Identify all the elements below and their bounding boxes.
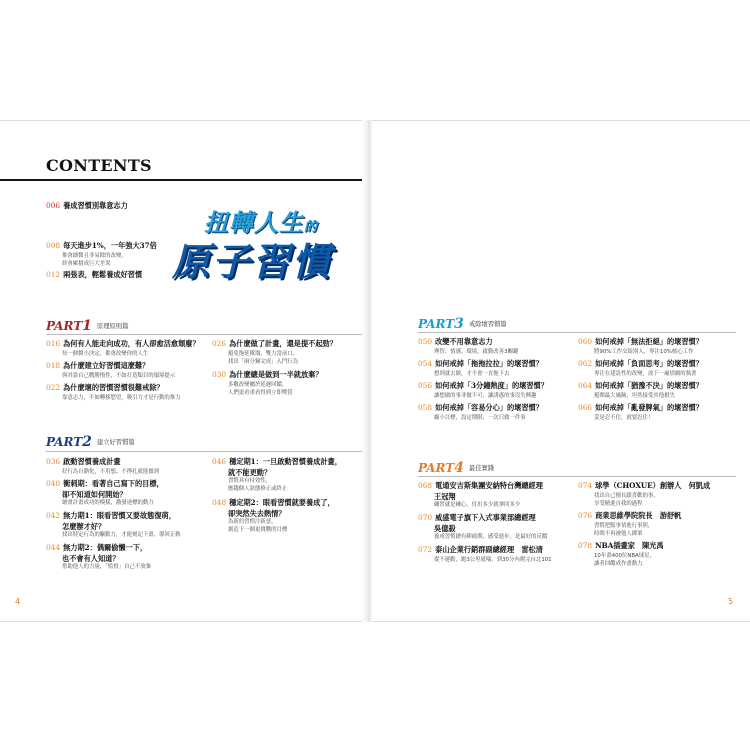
intro-entry-006[interactable] <box>46 201 128 212</box>
part2-rule <box>46 451 362 452</box>
toc-entry-018[interactable]: 018 為什麼建立好習慣這麼難？ 與其靠自己戰勝惰性，不如打造類目的環境提示 <box>46 361 176 379</box>
toc-entry-078[interactable]: 078 NBA插畫家 陳光禹 10年畫400位NBA球星， 讓者回饋成作畫動力 <box>578 541 664 567</box>
toc-entry-064[interactable]: 064 如何戒掉「猶豫不決」的壞習慣？ 避開最大風險，坦然接受其他損失 <box>578 381 703 399</box>
part4-heading: PART4 最佳實踐 <box>418 460 495 476</box>
page-number-right: 5 <box>728 597 734 606</box>
toc-entry-058[interactable]: 058 如何戒掉「容易分心」的壞習慣？ 縮小目標，設定期限，一次只做一件事 <box>418 403 543 421</box>
toc-entry-022[interactable]: 022 為什麼壞的習慣習慣很難戒除？ 靠意志力，不如轉移慾望，吸引力才是行動的推力 <box>46 383 181 401</box>
toc-entry-068[interactable]: 068 電通安吉斯集團安納特台灣總經理 王冠翔 練習就是練心，付出多少就拿回多少 <box>418 481 543 508</box>
entry-sub: 終會累積成巨大差異 <box>62 260 111 267</box>
entry-number: 012 <box>46 270 61 279</box>
toc-entry-056[interactable]: 056 如何戒掉「3分鐘熱度」的壞習慣？ 讓想做的事非做不可，讓誘惑的事沒失興趣 <box>418 381 548 399</box>
part1-heading: PART1 原理原則篇 <box>46 318 129 334</box>
entry-number: 006 <box>46 201 61 210</box>
toc-entry-046[interactable]: 046 穩定期1：一旦啟動習慣養成計畫， 就不能更動？ 習慣具有持效性， 應趨個人狀態修正或終止 <box>212 457 342 492</box>
toc-entry-030[interactable]: 030 為什麼總是做到一半就放棄？ 多數改變屬於延遲回饋， 人們更看重看得到立即獎賞 <box>212 370 323 396</box>
toc-entry-042[interactable]: 042 無力期1：眼看習慣又要故態復萌， 怎麼辦才好？ 找出特定行為的驅動力，才能刻記下畫，導回正軌 <box>46 511 181 538</box>
hero-title-line2: 原子習慣 <box>172 240 333 284</box>
toc-entry-060[interactable]: 060 如何戒掉「無法拒絕」的壞習慣？ 將90%工作交給別人，專注10%核心工作 <box>578 337 703 355</box>
part3-heading: PART3 戒除壞習慣篇 <box>418 316 507 332</box>
heading-rule <box>0 179 367 181</box>
page-number-left: 4 <box>15 597 21 606</box>
toc-entry-050[interactable]: 050 改變不用靠意志力 理智、情感、環境，啟動改善3關鍵 <box>418 337 519 355</box>
toc-entry-076[interactable]: 076 商業思維學院院長 游舒帆 習慣把點事情進行事照， 時間不再被他人綁架 <box>578 511 682 537</box>
contents-heading: CONTENTS <box>46 156 152 175</box>
toc-entry-070[interactable]: 070 威盛電子旗下入式事業部總經理 吳億殺 養成習慣總有陣痛期，感受進步，是最好的反饋 <box>418 513 548 540</box>
entry-sub: 推會細微且非易餘的改變， <box>62 252 127 259</box>
toc-entry-054[interactable]: 054 如何戒掉「拖拖拉拉」的壞習慣？ 想到就去做，才不會一直拖下去 <box>418 359 543 377</box>
entry-title: 養成習慣別靠意志力 <box>63 201 128 210</box>
part2-heading: PART2 建立好習慣篇 <box>46 434 135 450</box>
toc-entry-016[interactable]: 016 為何有人能走向成功，有人卻愈活愈頹廢？ 每一個微小決定，都會改變你的人生 <box>46 339 200 357</box>
toc-entry-074[interactable]: 074 球學（CHOXUE）創辦人 何凱成 找出自己擅長跟喜歡的事， 享受精進自我的過程 <box>578 481 711 507</box>
entry-number: 008 <box>46 241 61 250</box>
toc-entry-048[interactable]: 048 穩定期2：眼看習慣就要養成了， 卻突然失去熱情？ 為新的習慣注新意， 創造下一個更挑戰的目標 <box>212 498 335 533</box>
toc-entry-036[interactable]: 036 啟動習慣養成計畫 好行為自動化，不用想、不掙扎就能做到 <box>46 457 160 475</box>
entry-title: 每天進步1%，一年強大37倍 <box>63 241 157 250</box>
left-page <box>0 120 367 622</box>
toc-entry-026[interactable]: 026 為什麼做了計畫，還是提不起勁？ 避免拖延隊塌，雙力當前口， 找出「兩分鐘完成」入門行為 <box>212 339 337 365</box>
entry-title: 兩張表，輕鬆養成好習慣 <box>63 270 143 279</box>
toc-entry-072[interactable]: 072 泰山企業行銷群副總經理 雷松清 從不運動，跑3公里就喘，到30分內爬完台北101 <box>418 545 552 563</box>
toc-entry-062[interactable]: 062 如何戒掉「負面思考」的壞習慣？ 專注在建設性的改變，放下一廂情願的執著 <box>578 359 703 377</box>
intro-entry-012[interactable] <box>46 270 142 281</box>
toc-entry-044[interactable]: 044 無力期2：偶爾偷懶一下， 也不會有人知道？ 借助他人的力量，「監督」自己不放棄 <box>46 543 151 570</box>
intro-entry-008[interactable] <box>46 241 157 268</box>
part4-rule <box>418 476 736 477</box>
toc-entry-066[interactable]: 066 如何戒掉「亂發脾氣」的壞習慣？ 妥是忍不住，就要忍住！ <box>578 403 703 421</box>
part3-rule <box>418 332 736 333</box>
toc-entry-040[interactable]: 040 衝刺期：看著自己寫下的目標， 卻不知道如何開始？ 繪畫計畫成功的模樣，激發達標的動力 <box>46 479 164 506</box>
right-page <box>372 120 750 622</box>
part1-rule <box>46 334 362 335</box>
hero-title-line1: 扭轉人生的 <box>204 209 319 237</box>
